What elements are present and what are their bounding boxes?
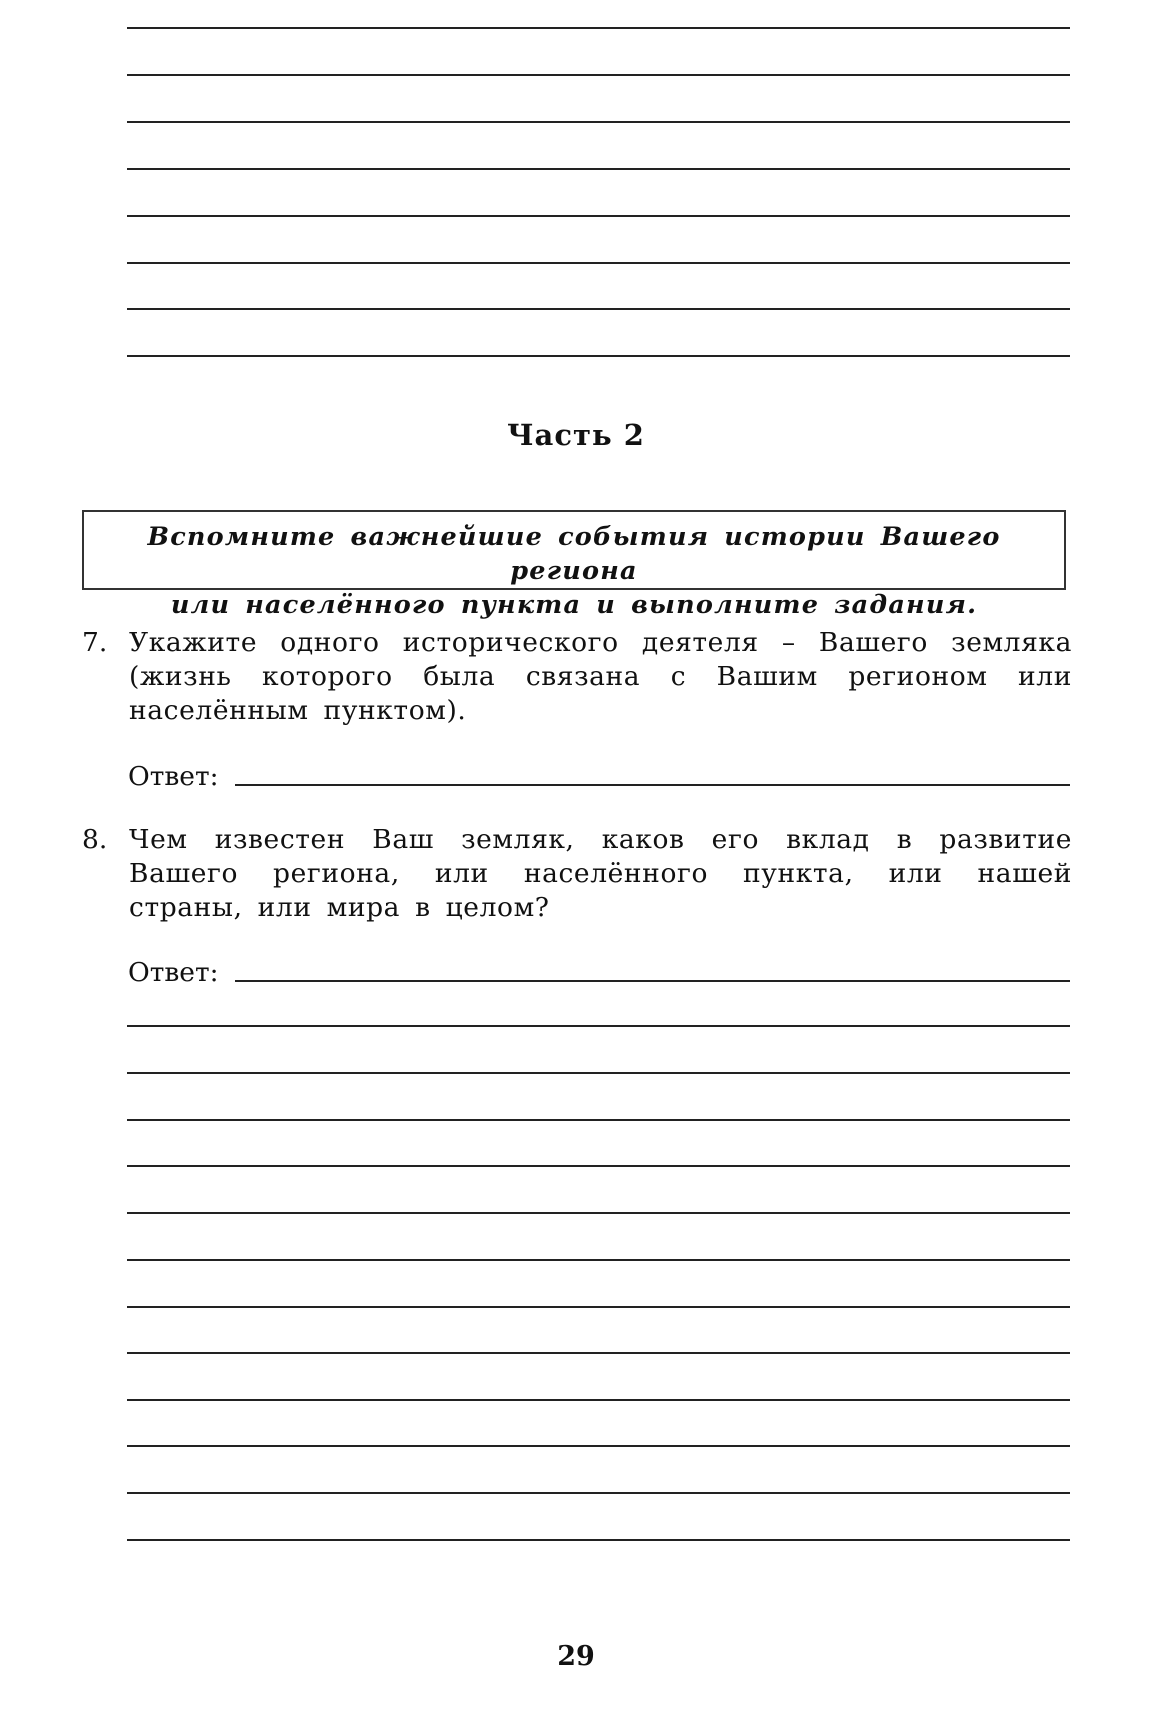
answer-line[interactable] bbox=[127, 74, 1070, 76]
answer-line[interactable] bbox=[127, 1119, 1070, 1121]
task-7 bbox=[82, 626, 1072, 728]
task-number: 8. bbox=[82, 824, 108, 855]
instruction-box bbox=[82, 510, 1066, 620]
answer-line[interactable] bbox=[127, 262, 1070, 264]
answer-line[interactable] bbox=[127, 121, 1070, 123]
answer-line[interactable] bbox=[127, 1445, 1070, 1447]
part-title: Часть 2 bbox=[507, 418, 645, 452]
answer-line[interactable] bbox=[127, 1072, 1070, 1074]
instruction-line-2: или населённого пункта и выполните задания. bbox=[170, 590, 978, 620]
answer-line[interactable] bbox=[127, 1165, 1070, 1167]
answer-line[interactable] bbox=[127, 168, 1070, 170]
task-8 bbox=[82, 823, 1072, 925]
answer-line[interactable] bbox=[127, 215, 1070, 217]
answer-line[interactable] bbox=[127, 1306, 1070, 1308]
answer-line[interactable] bbox=[127, 1212, 1070, 1214]
answer-line[interactable] bbox=[127, 27, 1070, 29]
task-text: Укажите одного исторического деятеля – Вашего земляка (жизнь которого была связана с Вашим регионом или населённым пунктом). bbox=[129, 627, 1072, 726]
page-number: 29 bbox=[557, 1641, 595, 1672]
instruction-line-1: Вспомните важнейшие события истории Вашего региона bbox=[147, 522, 1001, 586]
answer-line[interactable] bbox=[127, 308, 1070, 310]
task-text: Чем известен Ваш земляк, каков его вклад в развитие Вашего региона, или населённого пункта, или нашей страны, или мира в целом? bbox=[129, 824, 1072, 923]
answer-line[interactable] bbox=[127, 1259, 1070, 1261]
answer-line[interactable] bbox=[127, 355, 1070, 357]
answer-input-line[interactable] bbox=[235, 980, 1070, 982]
answer-label: Ответ: bbox=[128, 761, 219, 792]
answer-line[interactable] bbox=[127, 1539, 1070, 1541]
answer-line[interactable] bbox=[127, 1025, 1070, 1027]
answer-label: Ответ: bbox=[128, 957, 219, 988]
answer-line[interactable] bbox=[127, 1492, 1070, 1494]
answer-input-line[interactable] bbox=[235, 784, 1070, 786]
task-number: 7. bbox=[82, 627, 108, 658]
answer-line[interactable] bbox=[127, 1352, 1070, 1354]
answer-line[interactable] bbox=[127, 1399, 1070, 1401]
